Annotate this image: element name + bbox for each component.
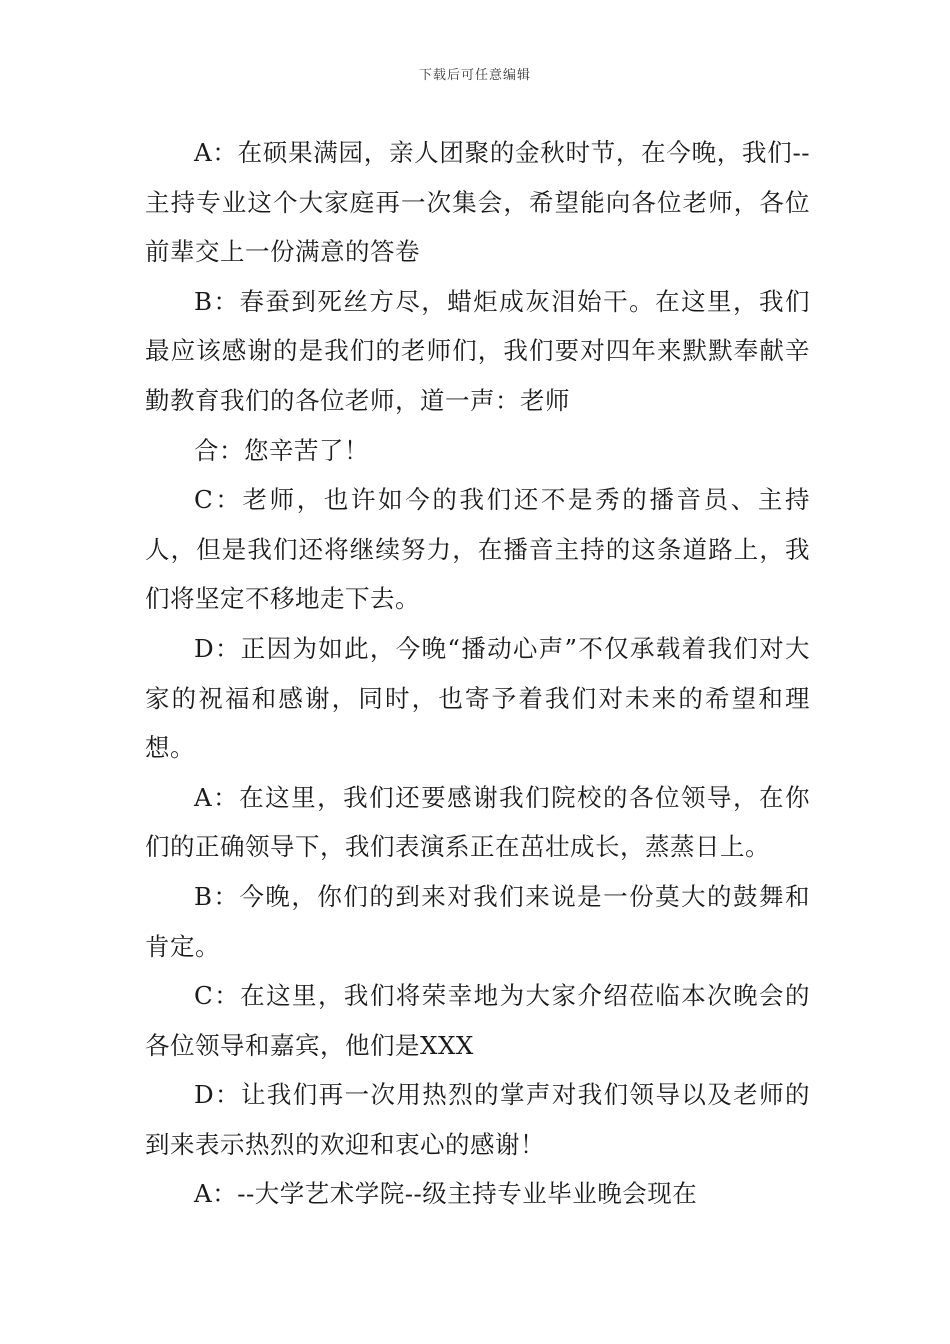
paragraph-c-continue: C：老师，也许如今的我们还不是秀的播音员、主持人，但是我们还将继续努力，在播音主持的这条道路上，我们将坚定不移地走下去。 — [145, 485, 810, 614]
paragraph-a-announcement: A：--大学艺术学院--级主持专业毕业晚会现在 — [194, 1179, 698, 1209]
paragraph-d-blessings: D：正因为如此，今晚“播动心声”不仅承载着我们对大家的祝福和感谢，同时，也寄予着我们对未来的希望和理想。 — [145, 633, 810, 763]
paragraph-together: 合：您辛苦了！ — [194, 435, 369, 465]
document-body — [145, 128, 810, 1219]
paragraph-b-thanks-teachers: B：春蚕到死丝方尽，蜡炬成灰泪始干。在这里，我们最应该感谢的是我们的老师们，我们要对四年来默默奉献辛勤教育我们的各位老师，道一声：老师 — [145, 286, 810, 415]
page-header: 下载后可任意编辑 — [418, 68, 531, 83]
paragraph-a-opening: A：在硕果满园，亲人团聚的金秋时节，在今晚，我们--主持专业这个大家庭再一次集会，希望能向各位老师，各位前辈交上一份满意的答卷 — [145, 138, 810, 267]
paragraph-c-introduce-guests: C：在这里，我们将荣幸地为大家介绍莅临本次晚会的各位领导和嘉宾，他们是XXX — [145, 981, 810, 1060]
paragraph-d-applause: D：让我们再一次用热烈的掌声对我们领导以及老师的到来表示热烈的欢迎和衷心的感谢！ — [145, 1080, 810, 1159]
paragraph-b-encouragement: B：今晚，你们的到来对我们来说是一份莫大的鼓舞和肯定。 — [145, 881, 810, 961]
paragraph-a-thanks-leaders: A：在这里，我们还要感谢我们院校的各位领导，在你们的正确领导下，我们表演系正在茁壮成长，蒸蒸日上。 — [145, 782, 810, 862]
